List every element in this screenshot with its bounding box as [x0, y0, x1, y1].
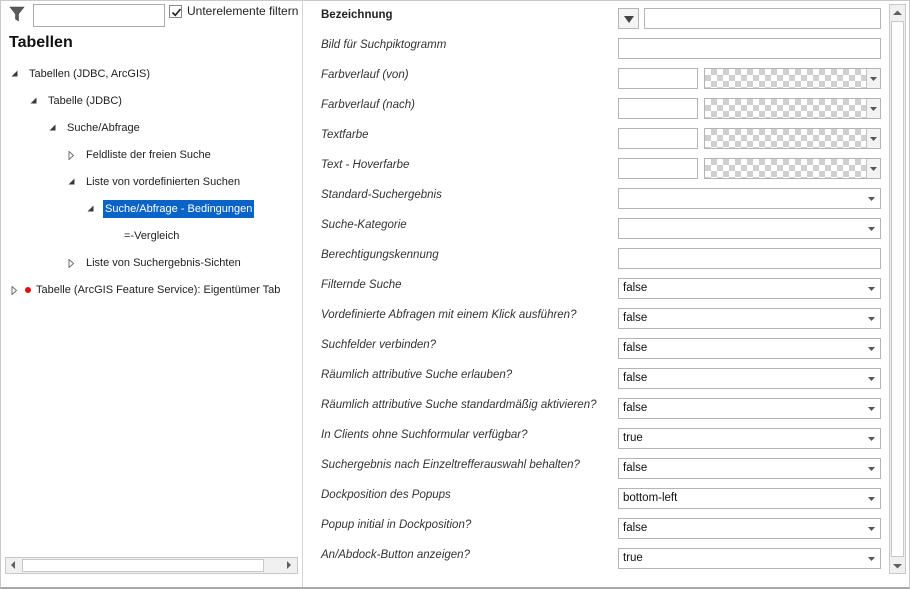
chevron-down-icon — [868, 437, 875, 441]
property-select[interactable] — [618, 308, 881, 329]
tree-expanded-triangle-icon[interactable] — [11, 65, 20, 83]
tree-node[interactable] — [0, 227, 300, 245]
tree-node[interactable] — [0, 173, 300, 191]
filter-subitems-label: Unterelemente filtern — [187, 4, 299, 18]
tree-expanded-triangle-icon[interactable] — [30, 92, 39, 110]
chevron-down-icon — [870, 167, 877, 171]
property-label: Farbverlauf (nach) — [321, 99, 415, 111]
property-select[interactable] — [618, 368, 881, 389]
tree-expanded-triangle-icon[interactable] — [68, 173, 77, 191]
tree-pane — [0, 0, 303, 587]
property-label: Textfarbe — [321, 129, 369, 141]
color-picker-button[interactable] — [866, 99, 880, 118]
tree-node[interactable] — [0, 146, 300, 164]
tree-node[interactable] — [0, 119, 300, 137]
property-select-value: false — [623, 282, 648, 294]
property-label: Räumlich attributive Suche standardmäßig aktivieren? — [321, 399, 597, 411]
property-label: Suchfelder verbinden? — [321, 339, 437, 351]
property-select-value: false — [623, 372, 648, 384]
property-select[interactable] — [618, 218, 881, 239]
tree-expanded-triangle-icon[interactable] — [49, 119, 58, 137]
property-select[interactable] — [618, 428, 881, 449]
tree-node-label: Liste von vordefinierten Suchen — [86, 176, 241, 188]
scroll-down-icon[interactable] — [890, 558, 905, 573]
property-select[interactable] — [618, 338, 881, 359]
property-text-input[interactable] — [644, 8, 881, 29]
tree-filter-input[interactable] — [33, 4, 165, 27]
error-marker-icon — [25, 287, 31, 293]
chevron-down-icon — [870, 137, 877, 141]
property-grid — [312, 0, 888, 587]
filter-subitems-checkbox[interactable] — [169, 5, 182, 18]
color-picker-dropdown[interactable] — [704, 128, 881, 149]
tree-node-label: Suche/Abfrage - Bedingungen — [103, 200, 254, 218]
tree-node-label: Suche/Abfrage — [67, 122, 140, 134]
tree-node-label: Liste von Suchergebnis-Sichten — [86, 257, 241, 269]
property-label: Dockposition des Popups — [321, 489, 451, 501]
property-label: Farbverlauf (von) — [321, 69, 409, 81]
color-picker-dropdown[interactable] — [704, 98, 881, 119]
tree-expanded-triangle-icon[interactable] — [87, 200, 96, 218]
chevron-down-icon — [870, 107, 877, 111]
chevron-down-icon — [868, 317, 875, 321]
vertical-scrollbar[interactable] — [889, 4, 906, 574]
tree-collapsed-triangle-icon[interactable] — [11, 281, 20, 299]
color-text-input[interactable] — [618, 68, 698, 89]
chevron-down-icon — [868, 467, 875, 471]
property-select[interactable] — [618, 398, 881, 419]
property-text-input[interactable] — [618, 38, 881, 59]
color-picker-button[interactable] — [866, 69, 880, 88]
property-select[interactable] — [618, 188, 881, 209]
property-label: Räumlich attributive Suche erlauben? — [321, 369, 513, 381]
property-label: Popup initial in Dockposition? — [321, 519, 472, 531]
property-label: Suche-Kategorie — [321, 219, 407, 231]
tree-node[interactable] — [0, 200, 300, 218]
color-picker-dropdown[interactable] — [704, 68, 881, 89]
chevron-down-icon — [868, 197, 875, 201]
property-select-value: false — [623, 312, 648, 324]
property-select-value: true — [623, 432, 643, 444]
tree-node[interactable] — [0, 65, 300, 83]
chevron-down-icon — [868, 377, 875, 381]
property-select[interactable] — [618, 488, 881, 509]
filter-funnel-icon[interactable] — [9, 6, 25, 23]
property-select-value: false — [623, 462, 648, 474]
property-label: In Clients ohne Suchformular verfügbar? — [321, 429, 528, 441]
tree-node[interactable] — [0, 254, 300, 272]
vertical-scroll-thumb[interactable] — [891, 21, 904, 557]
tree-collapsed-triangle-icon[interactable] — [68, 146, 77, 164]
color-picker-button[interactable] — [866, 129, 880, 148]
property-label: Filternde Suche — [321, 279, 402, 291]
scroll-up-icon[interactable] — [890, 5, 905, 20]
property-text-input[interactable] — [618, 248, 881, 269]
color-text-input[interactable] — [618, 128, 698, 149]
property-select[interactable] — [618, 548, 881, 569]
property-select-value: false — [623, 342, 648, 354]
property-select-value: false — [623, 522, 648, 534]
scroll-left-icon[interactable] — [6, 558, 21, 573]
horizontal-scrollbar[interactable] — [5, 557, 298, 574]
tree-node-label: =-Vergleich — [124, 230, 180, 242]
property-select-value: false — [623, 402, 648, 414]
color-text-input[interactable] — [618, 158, 698, 179]
chevron-down-icon — [868, 407, 875, 411]
property-label: Vordefinierte Abfragen mit einem Klick ausführen? — [321, 309, 577, 321]
property-select-value: true — [623, 552, 643, 564]
tree-node[interactable] — [0, 92, 300, 110]
color-picker-button[interactable] — [866, 159, 880, 178]
color-picker-dropdown[interactable] — [704, 158, 881, 179]
checkmark-icon — [171, 7, 182, 18]
chevron-down-icon — [868, 287, 875, 291]
chevron-down-icon — [868, 347, 875, 351]
tree-title: Tabellen — [9, 34, 73, 51]
chevron-down-icon — [868, 227, 875, 231]
property-label: An/Abdock-Button anzeigen? — [321, 549, 470, 561]
property-select[interactable] — [618, 518, 881, 539]
chevron-down-icon — [868, 557, 875, 561]
tree-node-label: Tabelle (JDBC) — [48, 95, 122, 107]
property-label: Bezeichnung — [321, 9, 393, 21]
chevron-down-icon — [624, 16, 634, 23]
chevron-down-icon — [870, 77, 877, 81]
property-select[interactable] — [618, 278, 881, 299]
color-text-input[interactable] — [618, 98, 698, 119]
horizontal-scroll-thumb[interactable] — [22, 559, 264, 572]
tree-node-label: Tabelle (ArcGIS Feature Service): Eigentümer Tab — [36, 284, 281, 296]
property-label: Suchergebnis nach Einzeltrefferauswahl behalten? — [321, 459, 580, 471]
scroll-right-icon[interactable] — [282, 558, 297, 573]
property-label: Standard-Suchergebnis — [321, 189, 442, 201]
property-select[interactable] — [618, 458, 881, 479]
property-select-value: bottom-left — [623, 492, 678, 504]
property-label: Text - Hoverfarbe — [321, 159, 410, 171]
tree-node[interactable] — [0, 281, 300, 299]
property-label: Berechtigungskennung — [321, 249, 439, 261]
chevron-down-icon — [868, 497, 875, 501]
language-dropdown-button[interactable] — [618, 8, 639, 29]
tree-node-label: Tabellen (JDBC, ArcGIS) — [29, 68, 151, 80]
chevron-down-icon — [868, 527, 875, 531]
tree-node-label: Feldliste der freien Suche — [86, 149, 211, 161]
tree-collapsed-triangle-icon[interactable] — [68, 254, 77, 272]
property-label: Bild für Suchpiktogramm — [321, 39, 447, 51]
